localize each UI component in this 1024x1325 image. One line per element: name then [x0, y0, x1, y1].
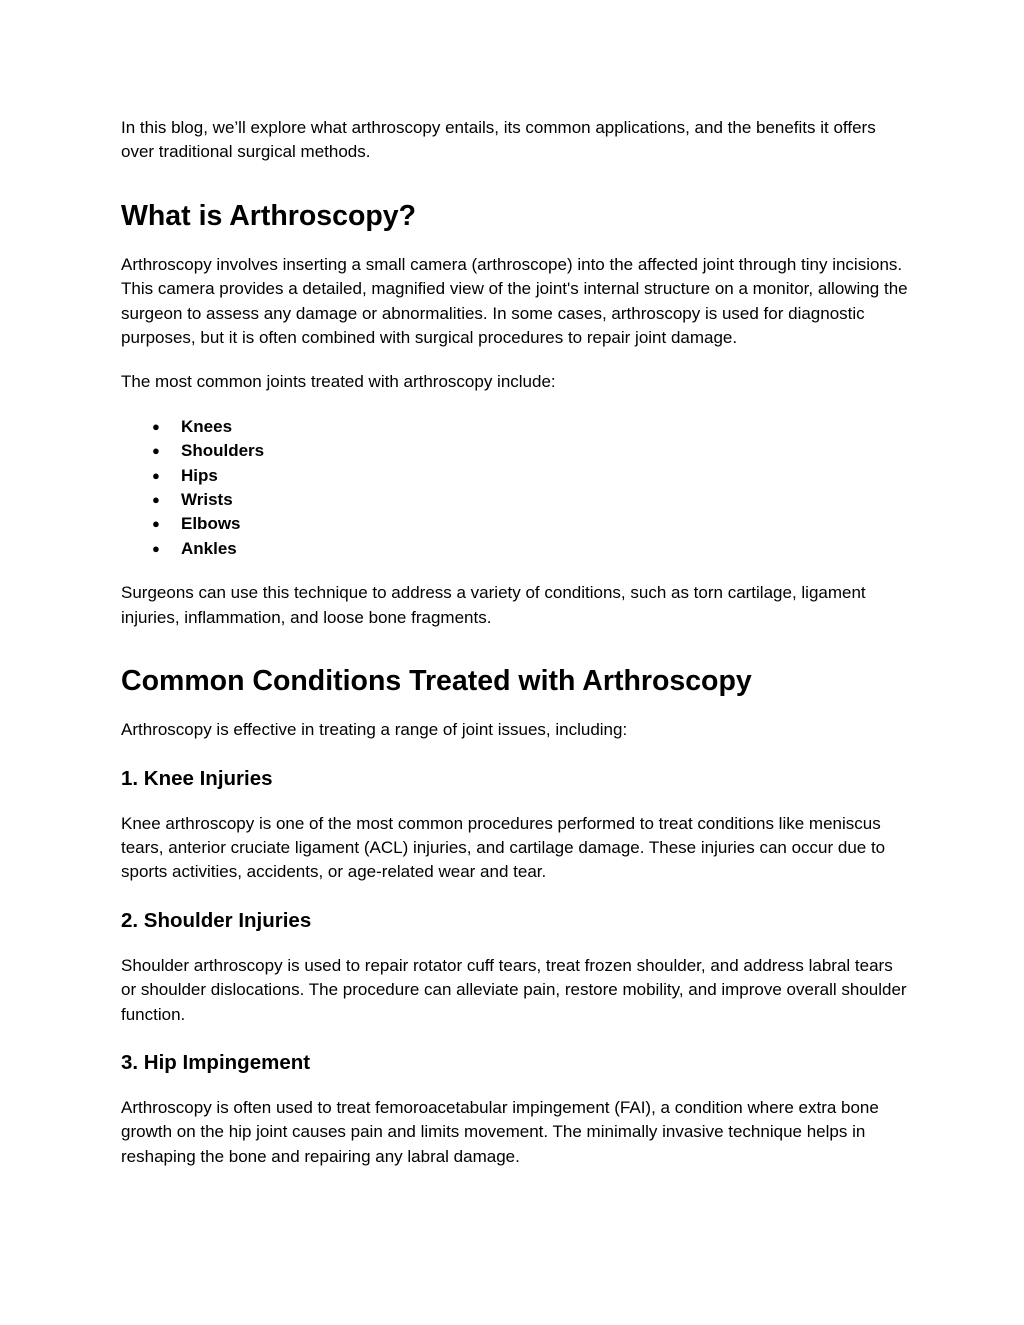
bullet-icon: ●: [152, 516, 160, 532]
subheading-shoulder-injuries: 2. Shoulder Injuries: [121, 908, 312, 932]
subheading-knee-injuries: 1. Knee Injuries: [121, 766, 273, 790]
bullet-icon: ●: [152, 492, 160, 508]
list-item: [121, 464, 911, 488]
conditions-paragraph: Surgeons can use this technique to address a variety of conditions, such as torn cartilage, ligament injuries, inflammation, and loose bone fragments.: [121, 583, 866, 627]
knee-injuries-paragraph: Knee arthroscopy is one of the most common procedures performed to treat conditions like meniscus tears, anterior cruciate ligament (ACL) injuries, and cartilage damage. These injuries can occur due to sports activities, accidents, or age-related wear and tear.: [121, 813, 886, 882]
joints-intro-paragraph: The most common joints treated with arthroscopy include:: [121, 372, 556, 392]
list-item-label: Ankles: [181, 538, 237, 558]
list-item: [121, 512, 911, 536]
list-item-label: Knees: [181, 416, 233, 436]
list-item-label: Elbows: [181, 514, 241, 534]
bullet-icon: ●: [152, 443, 160, 459]
common-conditions-intro-paragraph: Arthroscopy is effective in treating a range of joint issues, including:: [121, 720, 628, 740]
list-item: [121, 439, 911, 463]
joints-list: [121, 415, 911, 561]
bullet-icon: ●: [152, 540, 160, 556]
intro-paragraph: In this blog, we’ll explore what arthroscopy entails, its common applications, and the benefits it offers over traditional surgical methods.: [121, 118, 876, 162]
list-item-label: Hips: [181, 465, 218, 485]
list-item: [121, 537, 911, 561]
bullet-icon: ●: [152, 467, 160, 483]
document-page: [121, 116, 911, 1169]
shoulder-injuries-paragraph: Shoulder arthroscopy is used to repair rotator cuff tears, treat frozen shoulder, and address labral tears or shoulder dislocations. The procedure can alleviate pain, restore mobility, and improve overall shoulder function.: [121, 955, 907, 1024]
section-heading-common-conditions: Common Conditions Treated with Arthroscopy: [121, 665, 752, 698]
subheading-hip-impingement: 3. Hip Impingement: [121, 1050, 311, 1074]
arthroscopy-description-paragraph: Arthroscopy involves inserting a small camera (arthroscope) into the affected joint through tiny incisions. This camera provides a detailed, magnified view of the joint's internal structure on a monitor, allowing the surgeon to assess any damage or abnormalities. In some cases, arthroscopy is used for diagnostic purposes, but it is often combined with surgical procedures to repair joint damage.: [121, 254, 908, 348]
list-item-label: Shoulders: [181, 441, 265, 461]
section-heading-what-is-arthroscopy: What is Arthroscopy?: [121, 199, 417, 232]
hip-impingement-paragraph: Arthroscopy is often used to treat femoroacetabular impingement (FAI), a condition where extra bone growth on the hip joint causes pain and limits movement. The minimally invasive technique helps in reshaping the bone and repairing any labral damage.: [121, 1097, 879, 1166]
list-item: [121, 415, 911, 439]
bullet-icon: ●: [152, 418, 160, 434]
list-item: [121, 488, 911, 512]
list-item-label: Wrists: [181, 490, 233, 510]
